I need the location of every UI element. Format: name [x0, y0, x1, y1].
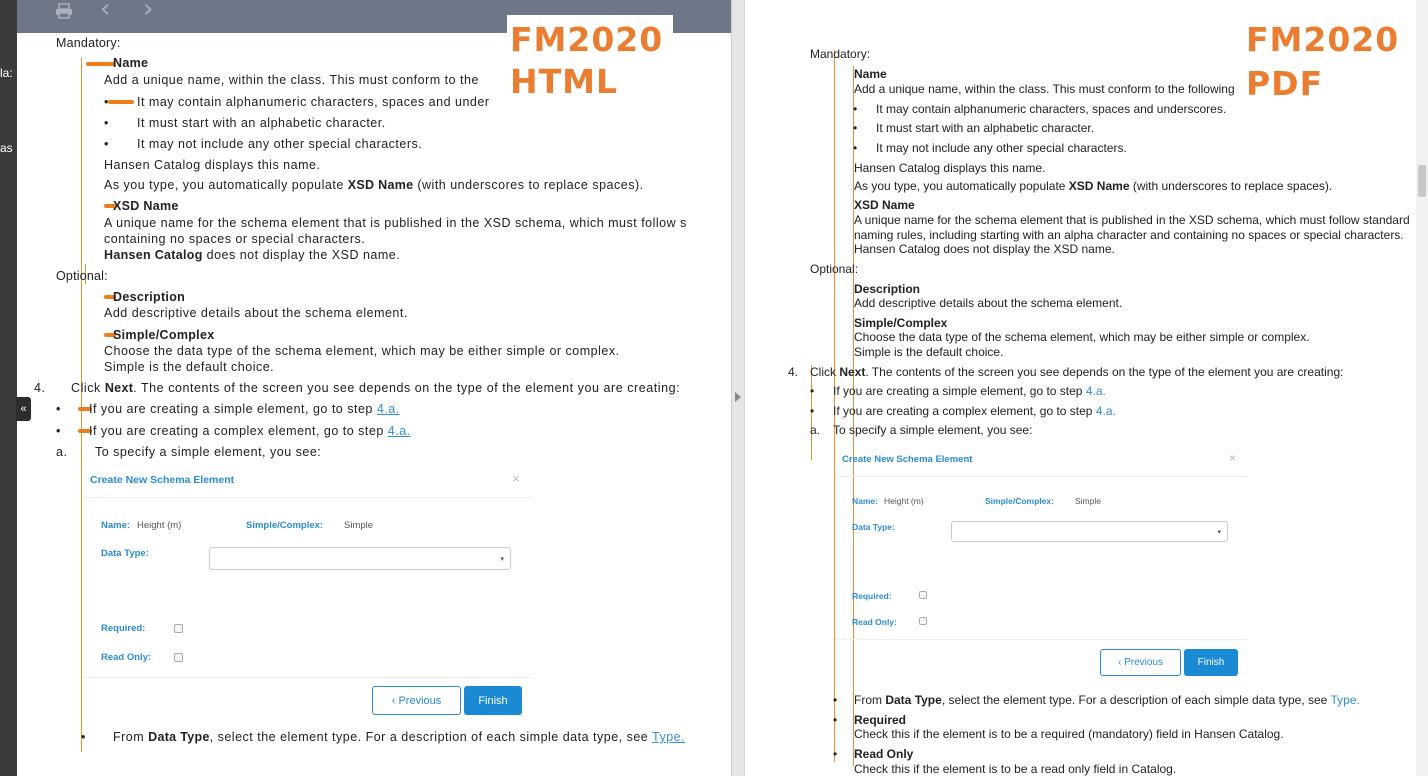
required-text: Check this if the element is to be a required (mandatory) field in Hansen Catalog.	[854, 727, 1284, 741]
mandatory-label: Mandatory:	[810, 47, 871, 61]
simple-complex-label: Simple/Complex:	[985, 496, 1054, 506]
sidebar-fragment: as	[0, 141, 13, 155]
bullet: •	[56, 402, 61, 416]
bullet: •	[104, 95, 109, 109]
name-value: Height (m)	[137, 520, 182, 531]
left-sidebar	[0, 0, 27, 776]
bullet: •	[853, 141, 858, 155]
from-data-type-text: From Data Type, select the element type. For a description of each simple data type, see Type.	[113, 730, 686, 744]
required-label: Required:	[852, 591, 892, 601]
description-heading: Description	[113, 290, 186, 304]
bullet: •	[853, 121, 858, 135]
name-value: Height (m)	[884, 496, 924, 506]
bullet: •	[853, 102, 858, 116]
simple-complex-value: Simple	[344, 520, 374, 531]
chevron-down-icon: ▾	[500, 555, 504, 563]
orange-marker	[86, 62, 116, 66]
optional-label: Optional:	[56, 269, 108, 283]
read-only-label: Read Only:	[852, 617, 897, 627]
splitter-arrow-icon[interactable]	[735, 392, 741, 402]
xsd-name-heading: XSD Name	[113, 199, 179, 213]
step-number: 4.	[34, 381, 46, 395]
dialog-footer-divider	[835, 639, 1247, 640]
xsd-name-desc-3: Hansen Catalog does not display the XSD name.	[104, 248, 401, 262]
bullet: •	[833, 747, 838, 761]
html-watermark-line2: HTML	[510, 62, 618, 101]
pdf-watermark-line1: FM2020	[1246, 20, 1400, 59]
rule-alphanumeric: It may contain alphanumeric characters, spaces and underscores.	[876, 102, 1227, 116]
substep-a-text: To specify a simple element, you see:	[95, 445, 322, 459]
sidebar-fragment: la:	[0, 66, 13, 80]
collapse-sidebar-button[interactable]: «	[16, 397, 31, 421]
simple-complex-text-2: Simple is the default choice.	[104, 360, 275, 374]
xsd-name-desc-2: containing no spaces or special characters.	[104, 232, 366, 246]
simple-complex-heading: Simple/Complex	[854, 316, 948, 330]
bullet: •	[81, 730, 86, 744]
hansen-displays-name: Hansen Catalog displays this name.	[854, 161, 1046, 175]
finish-button[interactable]: Finish	[464, 686, 522, 715]
rule-alphabetic-start: It must start with an alphabetic character.	[876, 121, 1095, 135]
pdf-output-pane	[745, 0, 1428, 776]
simple-complex-text-1: Choose the data type of the schema element, which may be either simple or complex.	[104, 344, 620, 358]
optional-label: Optional:	[810, 262, 859, 276]
simple-complex-heading: Simple/Complex	[113, 328, 215, 342]
description-text: Add descriptive details about the schema element.	[104, 306, 408, 320]
substep-a-text: To specify a simple element, you see:	[833, 423, 1033, 437]
bullet: •	[810, 384, 815, 398]
forward-arrow-icon[interactable]: ›	[143, 0, 154, 24]
mandatory-label: Mandatory:	[56, 36, 121, 50]
name-heading: Name	[854, 67, 887, 81]
html-watermark-line1: FM2020	[510, 20, 664, 59]
simple-complex-value: Simple	[1075, 496, 1101, 506]
back-arrow-icon[interactable]: ‹	[100, 0, 111, 24]
previous-button[interactable]: ‹ Previous	[372, 686, 461, 715]
xsd-name-desc-2: naming rules, including starting with an alpha character and containing no spaces or special characters.	[854, 228, 1404, 242]
chevron-down-icon: ▾	[1217, 528, 1221, 536]
if-complex-text: If you are creating a complex element, go to step 4.a.	[89, 424, 411, 438]
data-type-select[interactable]	[209, 547, 511, 570]
rule-alphabetic-start: It must start with an alphabetic character.	[137, 116, 386, 130]
rule-alphanumeric: It may contain alphanumeric characters, spaces and under	[137, 95, 490, 109]
name-heading: Name	[113, 56, 149, 70]
xsd-name-heading: XSD Name	[854, 198, 915, 212]
name-label: Name:	[852, 496, 878, 506]
name-description: Add a unique name, within the class. This must conform to the	[104, 73, 479, 87]
vertical-scrollbar[interactable]	[1416, 0, 1428, 776]
data-type-label: Data Type:	[852, 522, 895, 532]
required-heading: Required	[854, 713, 907, 727]
dialog-header-divider	[82, 497, 532, 498]
bullet: •	[104, 116, 109, 130]
from-data-type-text: From Data Type, select the element type. For a description of each simple data type, see Type.	[854, 693, 1360, 707]
bullet: •	[833, 713, 838, 727]
read-only-label: Read Only:	[101, 652, 152, 663]
xsd-name-desc-3: Hansen Catalog does not display the XSD name.	[854, 242, 1115, 256]
read-only-text: Check this if the element is to be a read only field in Catalog.	[854, 762, 1177, 776]
bullet: •	[810, 404, 815, 418]
dialog-title: Create New Schema Element	[90, 474, 235, 486]
step-number: 4.	[788, 365, 799, 379]
step-4a-link[interactable]: 4.a.	[1095, 404, 1116, 418]
dialog-footer-divider	[82, 677, 532, 678]
if-simple-text: If you are creating a simple element, go to step 4.a.	[833, 384, 1106, 398]
substep-a-number: a.	[56, 445, 68, 459]
read-only-checkbox[interactable]	[919, 617, 927, 625]
name-description: Add a unique name, within the class. This must conform to the following	[854, 82, 1235, 96]
close-icon[interactable]: ×	[512, 471, 520, 486]
required-label: Required:	[101, 623, 146, 634]
if-simple-text: If you are creating a simple element, go to step 4.a.	[89, 402, 400, 416]
as-you-type-text: As you type, you automatically populate XSD Name (with underscores to replace spaces).	[104, 178, 644, 192]
bullet: •	[104, 137, 109, 151]
bullet: •	[56, 424, 61, 438]
type-link[interactable]: Type.	[652, 730, 686, 744]
read-only-checkbox[interactable]	[174, 653, 183, 662]
pane-splitter[interactable]	[731, 0, 745, 776]
print-icon[interactable]	[54, 3, 74, 19]
type-link[interactable]: Type.	[1330, 693, 1360, 707]
close-icon[interactable]: ×	[1229, 451, 1237, 465]
data-type-select[interactable]	[951, 521, 1228, 542]
hansen-displays-name: Hansen Catalog displays this name.	[104, 158, 321, 172]
required-checkbox[interactable]	[174, 624, 183, 633]
simple-complex-text-2: Simple is the default choice.	[854, 345, 1004, 359]
simple-complex-label: Simple/Complex:	[246, 520, 324, 531]
substep-a-number: a.	[810, 423, 821, 437]
read-only-heading: Read Only	[854, 747, 914, 761]
step-4-text: Click Next. The contents of the screen you see depends on the type of the element you are creating:	[810, 365, 1344, 379]
step-4a-link[interactable]: 4.a.	[1085, 384, 1106, 398]
bullet: •	[833, 693, 838, 707]
dialog-header-divider	[835, 476, 1247, 477]
description-text: Add descriptive details about the schema element.	[854, 296, 1123, 310]
dialog-title: Create New Schema Element	[842, 454, 973, 465]
xsd-name-desc-1: A unique name for the schema element that is published in the XSD schema, which must follow standard	[854, 213, 1410, 227]
description-heading: Description	[854, 282, 921, 296]
xsd-name-desc-1: A unique name for the schema element that is published in the XSD schema, which must follow s	[104, 216, 687, 230]
step-4a-link[interactable]: 4.a.	[387, 424, 411, 438]
simple-complex-text-1: Choose the data type of the schema element, which may be either simple or complex.	[854, 330, 1310, 344]
finish-button[interactable]: Finish	[1184, 649, 1238, 676]
previous-button[interactable]: ‹ Previous	[1100, 649, 1181, 676]
step-4-text: Click Next. The contents of the screen you see depends on the type of the element you are creating:	[71, 381, 681, 395]
if-complex-text: If you are creating a complex element, go to step 4.a.	[833, 404, 1116, 418]
step-4a-link[interactable]: 4.a.	[376, 402, 400, 416]
dialog-screenshot	[82, 465, 532, 720]
data-type-label: Data Type:	[101, 548, 149, 559]
dialog-screenshot	[835, 445, 1247, 685]
required-checkbox[interactable]	[919, 591, 927, 599]
pdf-watermark-line2: PDF	[1246, 64, 1324, 103]
name-label: Name:	[101, 520, 131, 531]
as-you-type-text: As you type, you automatically populate XSD Name (with underscores to replace spaces).	[854, 179, 1333, 193]
rule-no-special: It may not include any other special characters.	[876, 141, 1127, 155]
scrollbar-thumb[interactable]	[1418, 165, 1426, 197]
rule-no-special: It may not include any other special characters.	[137, 137, 423, 151]
orange-marker	[108, 100, 134, 104]
